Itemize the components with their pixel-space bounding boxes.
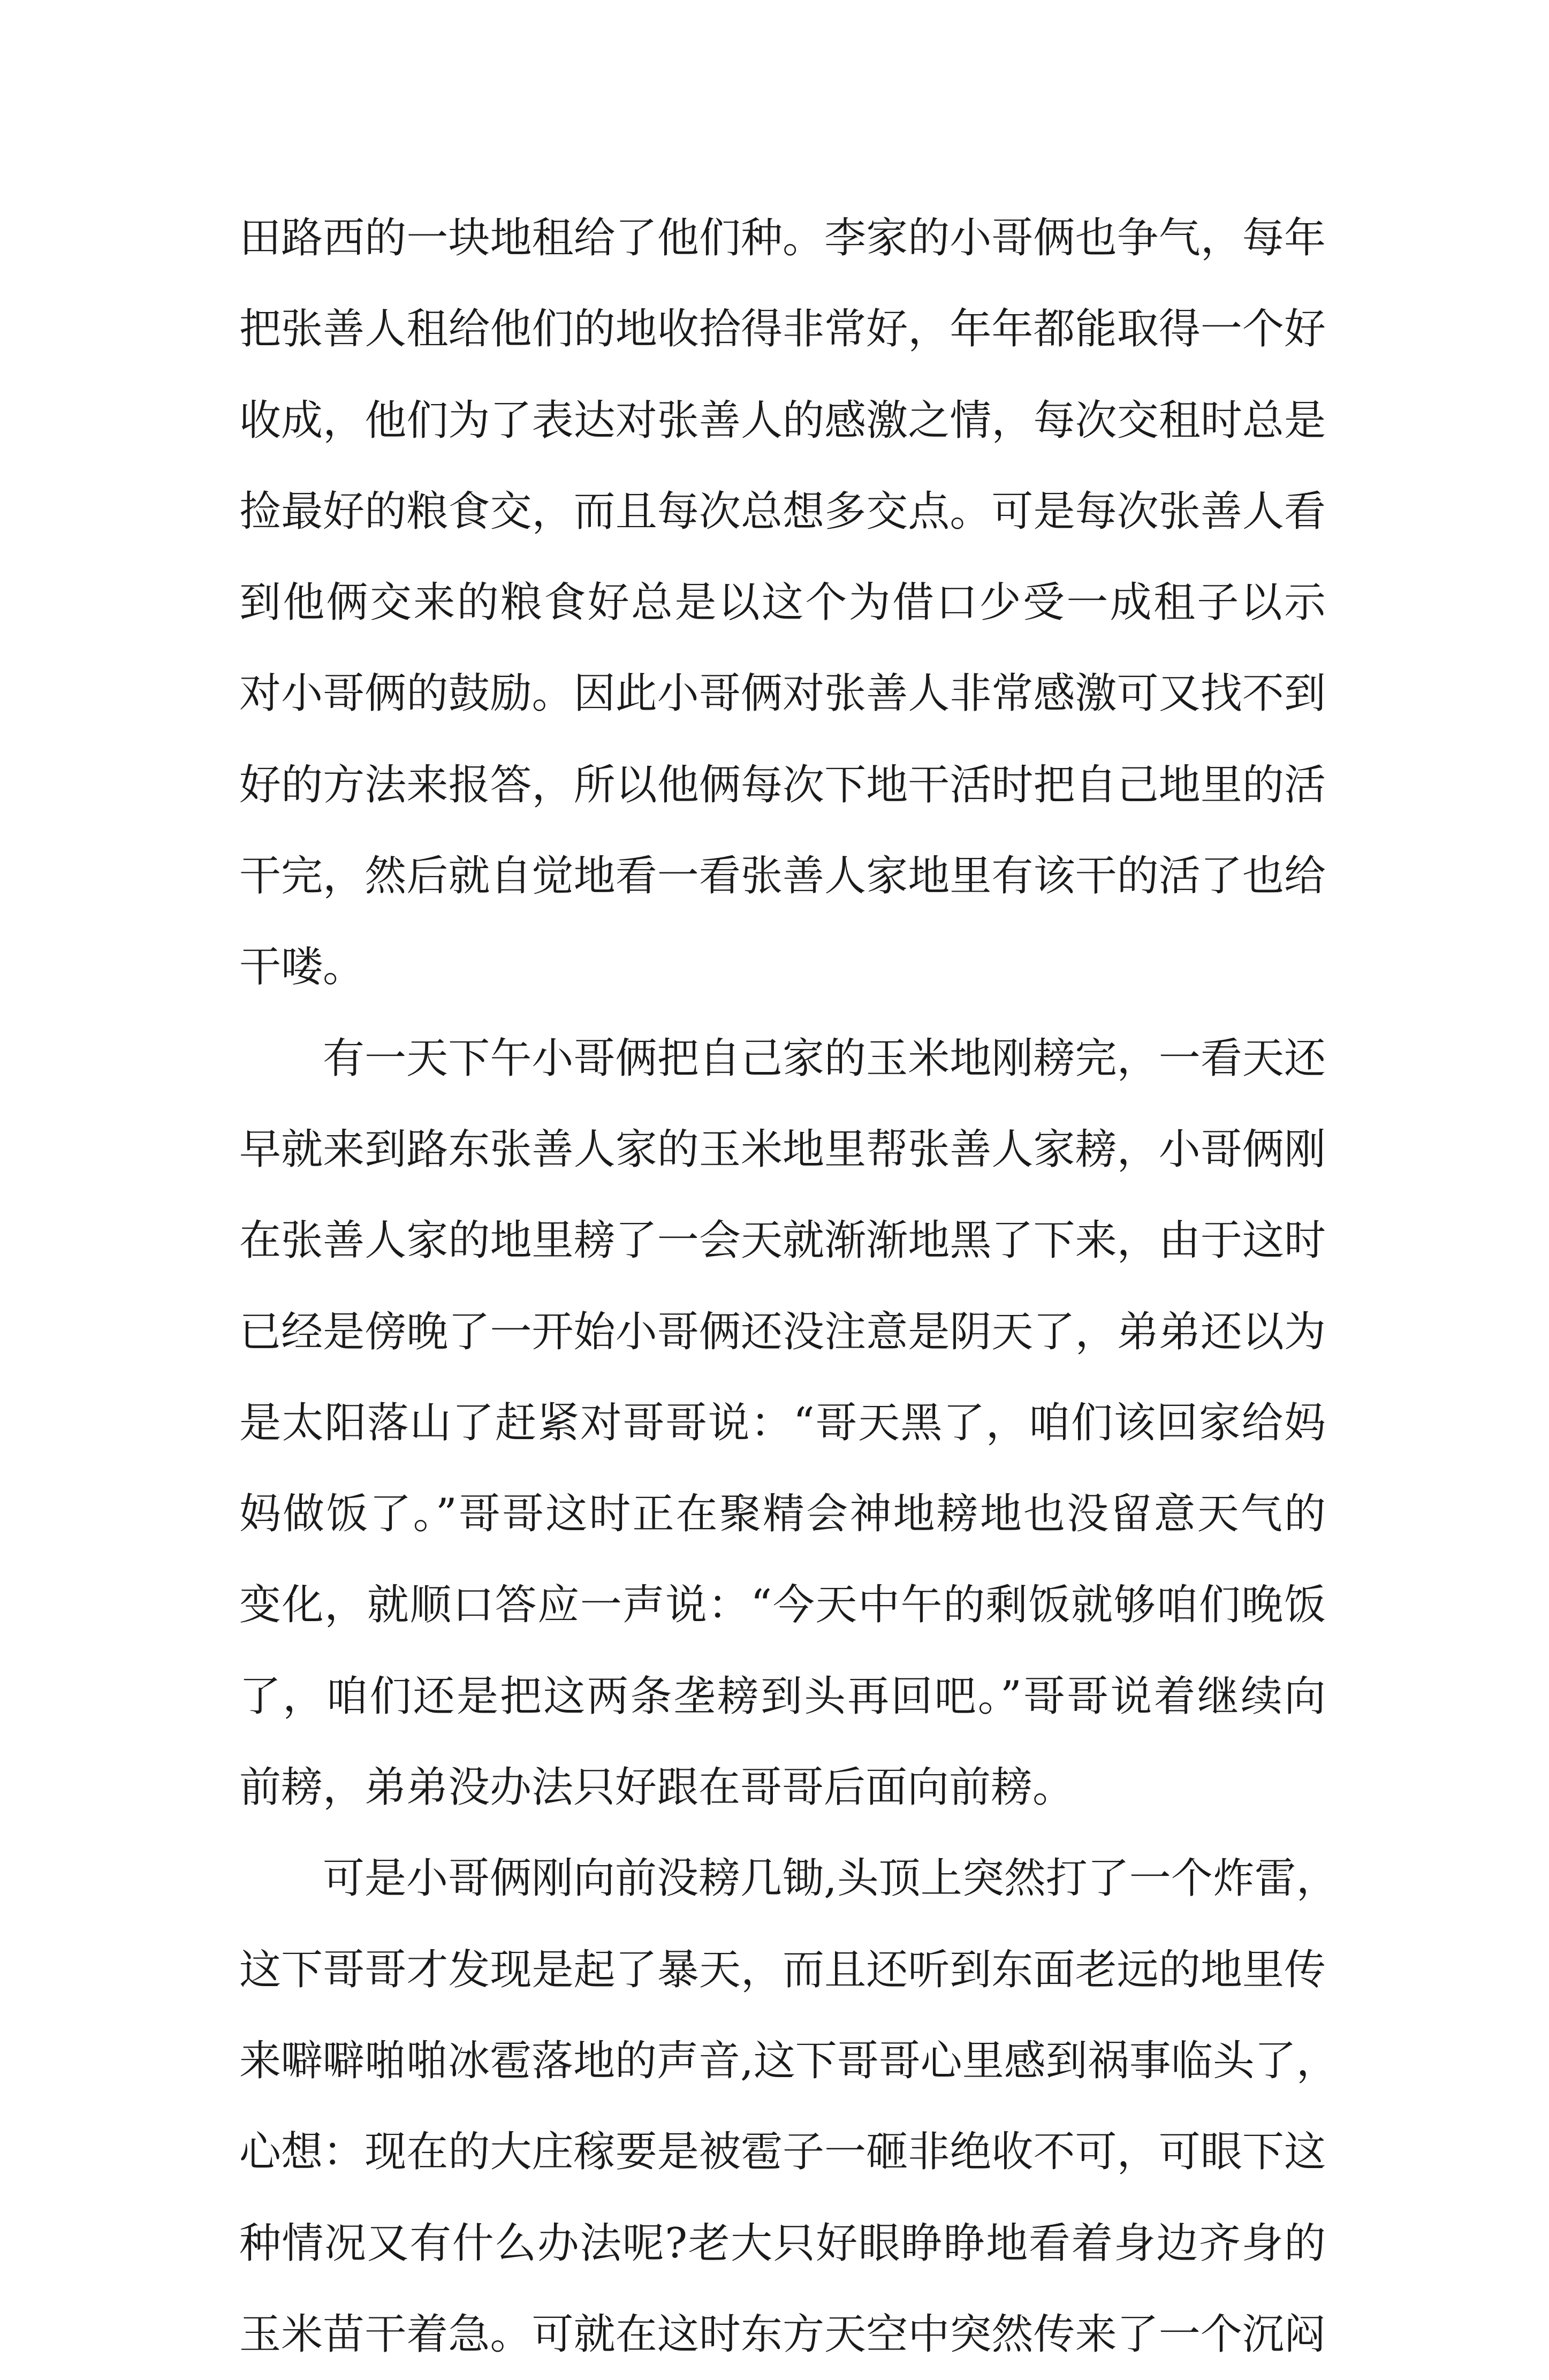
text-line: 对小哥俩的鼓励。因此小哥俩对张善人非常感激可又找不到 <box>239 670 1326 718</box>
text-line: 干喽。 <box>239 943 365 992</box>
text-line: 早就来到路东张善人家的玉米地里帮张善人家耪，小哥俩刚 <box>239 1125 1326 1174</box>
text-line: 田路西的一块地租给了他们种。李家的小哥俩也争气，每年 <box>239 214 1326 262</box>
text-line: 这下哥哥才发现是起了暴天，而且还听到东面老远的地里传 <box>239 1945 1326 1994</box>
text-line: 玉米苗干着急。可就在这时东方天空中突然传来了一个沉闷 <box>239 2310 1326 2359</box>
text-line: 了，咱们还是把这两条垄耪到头再回吧。”哥哥说着继续向 <box>239 1672 1326 1721</box>
text-line: 干完，然后就自觉地看一看张善人家地里有该干的活了也给 <box>239 852 1326 901</box>
text-line: 在张善人家的地里耪了一会天就渐渐地黑了下来，由于这时 <box>239 1216 1326 1265</box>
text-line: 把张善人租给他们的地收拾得非常好，年年都能取得一个好 <box>239 305 1326 354</box>
text-line: 可是小哥俩刚向前没耪几锄,头顶上突然打了一个炸雷， <box>323 1854 1338 1903</box>
text-line: 变化，就顺口答应一声说：“今天中午的剩饭就够咱们晚饭 <box>239 1581 1326 1630</box>
text-line: 有一天下午小哥俩把自己家的玉米地刚耪完，一看天还 <box>323 1034 1326 1083</box>
text-line: 捡最好的粮食交，而且每次总想多交点。可是每次张善人看 <box>239 487 1326 536</box>
paragraph-1 <box>239 193 1326 1013</box>
text-line: 收成，他们为了表达对张善人的感激之情，每次交租时总是 <box>239 396 1326 445</box>
text-line: 来噼噼啪啪冰雹落地的声音,这下哥哥心里感到祸事临头了， <box>239 2036 1338 2085</box>
text-line: 已经是傍晚了一开始小哥俩还没注意是阴天了，弟弟还以为 <box>239 1307 1326 1356</box>
text-line: 是太阳落山了赶紧对哥哥说：“哥天黑了，咱们该回家给妈 <box>239 1398 1326 1447</box>
paragraph-2 <box>239 1013 1326 1834</box>
text-line: 到他俩交来的粮食好总是以这个为借口少受一成租子以示 <box>239 579 1326 627</box>
text-body <box>239 193 1338 2380</box>
paragraph-3 <box>239 1833 1338 2380</box>
text-line: 好的方法来报答，所以他俩每次下地干活时把自己地里的活 <box>239 761 1326 809</box>
text-line: 种情况又有什么办法呢?老大只好眼睁睁地看着身边齐身的 <box>239 2219 1326 2268</box>
text-line: 前耪，弟弟没办法只好跟在哥哥后面向前耪。 <box>239 1763 1075 1812</box>
text-line: 妈做饭了。”哥哥这时正在聚精会神地耪地也没留意天气的 <box>239 1490 1326 1539</box>
text-line: 心想：现在的大庄稼要是被雹子一砸非绝收不可，可眼下这 <box>239 2128 1326 2177</box>
